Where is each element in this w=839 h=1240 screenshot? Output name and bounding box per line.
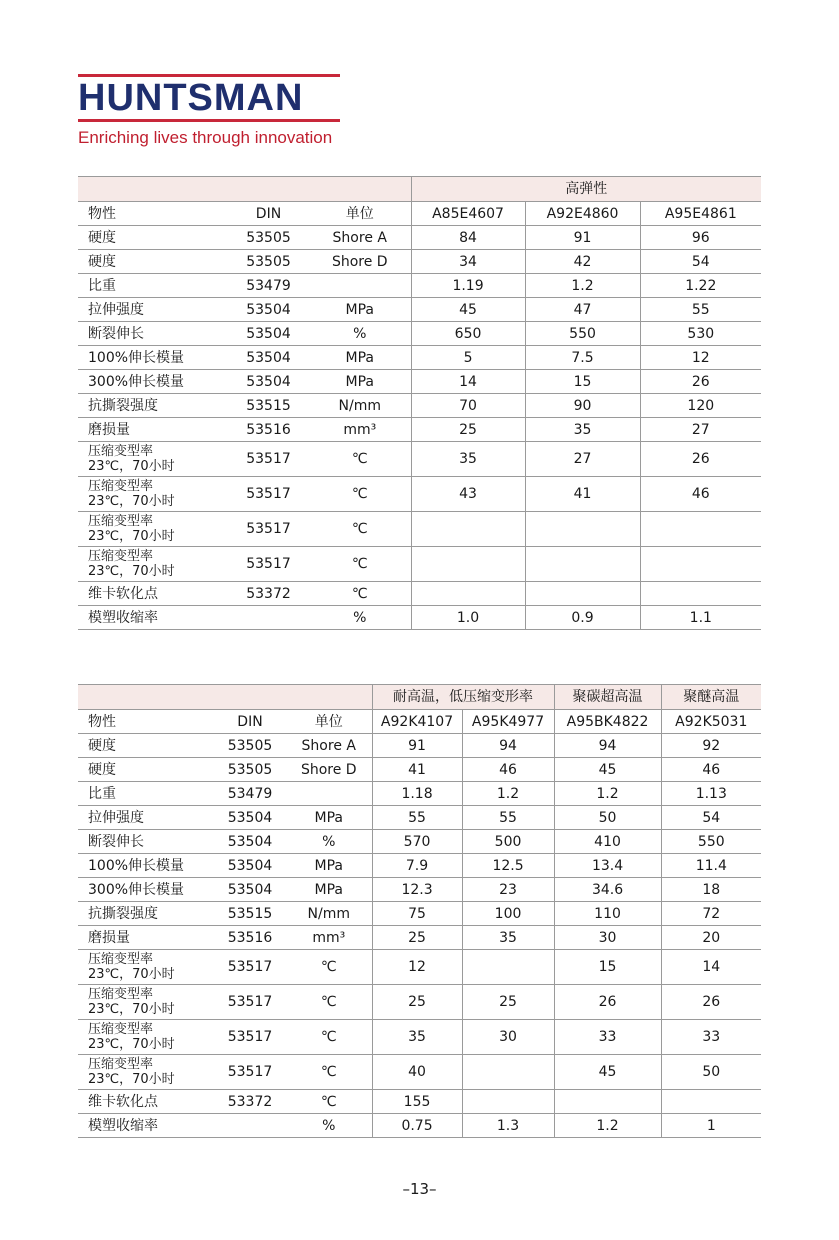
value-cell: 91: [525, 226, 640, 250]
unit-cell: MPa: [286, 854, 372, 878]
value-cell: 27: [525, 442, 640, 477]
value-cell: 7.5: [525, 346, 640, 370]
logo-wordmark: HUNTSMAN: [78, 77, 304, 119]
value-cell: 30: [462, 1020, 554, 1055]
property-name: [78, 1020, 214, 1055]
unit-cell: Shore A: [286, 734, 372, 758]
table-row: [78, 806, 761, 830]
value-cell: [411, 512, 525, 547]
table-row: [78, 1055, 761, 1090]
value-cell: 35: [462, 926, 554, 950]
unit-cell: mm³: [309, 418, 411, 442]
din-cell: [214, 1114, 286, 1138]
value-cell: 550: [661, 830, 761, 854]
value-cell: 15: [554, 950, 661, 985]
value-cell: 25: [372, 926, 462, 950]
din-cell: 53505: [228, 226, 309, 250]
value-cell: 1.2: [525, 274, 640, 298]
value-cell: 11.4: [661, 854, 761, 878]
table-row: [78, 322, 761, 346]
value-cell: 23: [462, 878, 554, 902]
value-cell: 26: [661, 985, 761, 1020]
column-header-row: [78, 202, 761, 226]
unit-cell: ℃: [286, 985, 372, 1020]
din-cell: 53517: [214, 1020, 286, 1055]
column-header: A85E4607: [411, 202, 525, 226]
value-cell: 14: [411, 370, 525, 394]
value-cell: 25: [462, 985, 554, 1020]
column-header: DIN: [214, 710, 286, 734]
din-cell: 53517: [214, 985, 286, 1020]
din-cell: 53505: [228, 250, 309, 274]
group-header: 高弹性: [411, 177, 761, 202]
property-name: 维卡软化点: [78, 582, 228, 606]
din-cell: 53515: [228, 394, 309, 418]
din-cell: 53504: [228, 346, 309, 370]
value-cell: 25: [372, 985, 462, 1020]
value-cell: 75: [372, 902, 462, 926]
unit-cell: ℃: [286, 950, 372, 985]
unit-cell: [286, 782, 372, 806]
column-header: 物性: [78, 202, 228, 226]
value-cell: 33: [661, 1020, 761, 1055]
property-name: 100%伸长模量: [78, 854, 214, 878]
value-cell: 15: [525, 370, 640, 394]
unit-cell: ℃: [286, 1020, 372, 1055]
property-condition-line2: 23℃，70小时: [88, 1002, 175, 1017]
value-cell: 20: [661, 926, 761, 950]
table-row: [78, 734, 761, 758]
value-cell: 46: [462, 758, 554, 782]
table-row: [78, 477, 761, 512]
property-name: [78, 1055, 214, 1090]
din-cell: 53517: [228, 442, 309, 477]
din-cell: 53504: [228, 322, 309, 346]
value-cell: 43: [411, 477, 525, 512]
value-cell: 45: [554, 1055, 661, 1090]
property-name: 硬度: [78, 734, 214, 758]
din-cell: 53479: [228, 274, 309, 298]
property-condition-line2: 23℃，70小时: [88, 1037, 175, 1052]
property-name: 硬度: [78, 250, 228, 274]
group-header-row: [78, 685, 761, 710]
column-header: A95K4977: [462, 710, 554, 734]
value-cell: [554, 1090, 661, 1114]
value-cell: [411, 582, 525, 606]
property-name: 拉伸强度: [78, 298, 228, 322]
din-cell: 53479: [214, 782, 286, 806]
value-cell: 90: [525, 394, 640, 418]
table-row: [78, 1090, 761, 1114]
din-cell: 53504: [214, 806, 286, 830]
unit-cell: Shore A: [309, 226, 411, 250]
column-header: 物性: [78, 710, 214, 734]
din-cell: 53517: [214, 1055, 286, 1090]
value-cell: 500: [462, 830, 554, 854]
table-row: [78, 394, 761, 418]
table-row: [78, 830, 761, 854]
value-cell: 12.3: [372, 878, 462, 902]
property-name: 比重: [78, 274, 228, 298]
value-cell: [462, 1055, 554, 1090]
column-header: A92K4107: [372, 710, 462, 734]
unit-cell: mm³: [286, 926, 372, 950]
value-cell: 155: [372, 1090, 462, 1114]
value-cell: 100: [462, 902, 554, 926]
value-cell: 12: [640, 346, 761, 370]
table-row: [78, 950, 761, 985]
unit-cell: ℃: [286, 1055, 372, 1090]
din-cell: 53505: [214, 734, 286, 758]
group-header: 耐高温，低压缩变形率: [372, 685, 554, 710]
value-cell: 7.9: [372, 854, 462, 878]
value-cell: 30: [554, 926, 661, 950]
value-cell: 96: [640, 226, 761, 250]
unit-cell: ℃: [286, 1090, 372, 1114]
property-name: 抗撕裂强度: [78, 394, 228, 418]
table-row: [78, 418, 761, 442]
din-cell: 53504: [214, 878, 286, 902]
din-cell: 53505: [214, 758, 286, 782]
unit-cell: %: [286, 1114, 372, 1138]
property-condition-line2: 23℃，70小时: [88, 529, 175, 544]
value-cell: 1.2: [462, 782, 554, 806]
property-name: 300%伸长模量: [78, 878, 214, 902]
unit-cell: N/mm: [309, 394, 411, 418]
unit-cell: MPa: [309, 370, 411, 394]
property-name-line1: 压缩变型率: [88, 479, 154, 494]
din-cell: 53517: [214, 950, 286, 985]
din-cell: 53516: [214, 926, 286, 950]
din-cell: 53517: [228, 547, 309, 582]
group-header-row: [78, 177, 761, 202]
value-cell: 18: [661, 878, 761, 902]
value-cell: 50: [661, 1055, 761, 1090]
value-cell: 5: [411, 346, 525, 370]
property-name: [78, 442, 228, 477]
value-cell: 1.2: [554, 1114, 661, 1138]
properties-table-high-temperature: [78, 684, 761, 1138]
value-cell: 0.75: [372, 1114, 462, 1138]
property-name-line1: 压缩变型率: [88, 1022, 154, 1037]
value-cell: 33: [554, 1020, 661, 1055]
property-name: 100%伸长模量: [78, 346, 228, 370]
column-header: A92E4860: [525, 202, 640, 226]
property-name: 模塑收缩率: [78, 1114, 214, 1138]
unit-cell: %: [309, 606, 411, 630]
value-cell: 1.2: [554, 782, 661, 806]
unit-cell: ℃: [309, 547, 411, 582]
value-cell: [525, 547, 640, 582]
value-cell: 35: [411, 442, 525, 477]
value-cell: 54: [661, 806, 761, 830]
value-cell: [661, 1090, 761, 1114]
value-cell: 94: [554, 734, 661, 758]
value-cell: 120: [640, 394, 761, 418]
value-cell: 570: [372, 830, 462, 854]
property-name: 抗撕裂强度: [78, 902, 214, 926]
value-cell: 45: [411, 298, 525, 322]
unit-cell: N/mm: [286, 902, 372, 926]
table-row: [78, 1020, 761, 1055]
value-cell: 550: [525, 322, 640, 346]
unit-cell: MPa: [309, 346, 411, 370]
table-row: [78, 878, 761, 902]
unit-cell: MPa: [309, 298, 411, 322]
din-cell: 53517: [228, 512, 309, 547]
table-row: [78, 370, 761, 394]
value-cell: [462, 950, 554, 985]
unit-cell: MPa: [286, 806, 372, 830]
property-name-line1: 压缩变型率: [88, 549, 154, 564]
column-header: A92K5031: [661, 710, 761, 734]
value-cell: [640, 547, 761, 582]
property-name: 硬度: [78, 758, 214, 782]
unit-cell: Shore D: [309, 250, 411, 274]
value-cell: 26: [640, 442, 761, 477]
property-name: 断裂伸长: [78, 830, 214, 854]
unit-cell: ℃: [309, 477, 411, 512]
table-row: [78, 902, 761, 926]
value-cell: 530: [640, 322, 761, 346]
value-cell: [525, 512, 640, 547]
property-name: 拉伸强度: [78, 806, 214, 830]
value-cell: 91: [372, 734, 462, 758]
value-cell: 40: [372, 1055, 462, 1090]
property-name: [78, 985, 214, 1020]
group-header-empty: [78, 177, 411, 202]
property-condition-line2: 23℃，70小时: [88, 494, 175, 509]
table-row: [78, 547, 761, 582]
value-cell: [640, 512, 761, 547]
property-name: 硬度: [78, 226, 228, 250]
property-name: 维卡软化点: [78, 1090, 214, 1114]
property-name: [78, 477, 228, 512]
properties-table-high-elasticity: [78, 176, 761, 630]
value-cell: 35: [525, 418, 640, 442]
value-cell: 92: [661, 734, 761, 758]
value-cell: 50: [554, 806, 661, 830]
value-cell: 54: [640, 250, 761, 274]
unit-cell: ℃: [309, 512, 411, 547]
unit-cell: [309, 274, 411, 298]
din-cell: 53372: [228, 582, 309, 606]
property-name: 断裂伸长: [78, 322, 228, 346]
value-cell: 55: [462, 806, 554, 830]
property-condition-line2: 23℃，70小时: [88, 1072, 175, 1087]
table-row: [78, 985, 761, 1020]
unit-cell: ℃: [309, 582, 411, 606]
value-cell: 70: [411, 394, 525, 418]
unit-cell: %: [309, 322, 411, 346]
page-number: –13–: [402, 1180, 437, 1198]
value-cell: 110: [554, 902, 661, 926]
value-cell: 1.13: [661, 782, 761, 806]
property-name: 磨损量: [78, 926, 214, 950]
property-name-line1: 压缩变型率: [88, 1057, 154, 1072]
property-name: 300%伸长模量: [78, 370, 228, 394]
value-cell: 1.19: [411, 274, 525, 298]
logo-rule-bottom: [78, 119, 340, 122]
value-cell: [525, 582, 640, 606]
table-row: [78, 1114, 761, 1138]
unit-cell: MPa: [286, 878, 372, 902]
table-row: [78, 582, 761, 606]
value-cell: [640, 582, 761, 606]
table-row: [78, 606, 761, 630]
table-row: [78, 442, 761, 477]
column-header: 单位: [309, 202, 411, 226]
value-cell: 55: [372, 806, 462, 830]
din-cell: 53504: [228, 370, 309, 394]
din-cell: 53504: [214, 854, 286, 878]
property-name: 模塑收缩率: [78, 606, 228, 630]
table-row: [78, 298, 761, 322]
din-cell: 53515: [214, 902, 286, 926]
column-header: 单位: [286, 710, 372, 734]
property-name: [78, 547, 228, 582]
value-cell: 26: [640, 370, 761, 394]
column-header: DIN: [228, 202, 309, 226]
table-row: [78, 274, 761, 298]
property-name: [78, 950, 214, 985]
value-cell: 1.0: [411, 606, 525, 630]
value-cell: 25: [411, 418, 525, 442]
unit-cell: %: [286, 830, 372, 854]
value-cell: 12: [372, 950, 462, 985]
value-cell: 1.18: [372, 782, 462, 806]
value-cell: 0.9: [525, 606, 640, 630]
value-cell: 34: [411, 250, 525, 274]
value-cell: 1.1: [640, 606, 761, 630]
column-header: A95BK4822: [554, 710, 661, 734]
table-row: [78, 854, 761, 878]
table-row: [78, 250, 761, 274]
value-cell: [462, 1090, 554, 1114]
group-header: 聚醚高温: [661, 685, 761, 710]
property-name-line1: 压缩变型率: [88, 952, 154, 967]
value-cell: 1.22: [640, 274, 761, 298]
property-name-line1: 压缩变型率: [88, 987, 154, 1002]
property-condition-line2: 23℃，70小时: [88, 967, 175, 982]
value-cell: 41: [525, 477, 640, 512]
table-row: [78, 512, 761, 547]
value-cell: 34.6: [554, 878, 661, 902]
value-cell: 45: [554, 758, 661, 782]
din-cell: 53517: [228, 477, 309, 512]
value-cell: [411, 547, 525, 582]
value-cell: 55: [640, 298, 761, 322]
value-cell: 46: [640, 477, 761, 512]
value-cell: 41: [372, 758, 462, 782]
table-row: [78, 758, 761, 782]
din-cell: 53516: [228, 418, 309, 442]
huntsman-logo: [78, 74, 340, 122]
value-cell: 42: [525, 250, 640, 274]
value-cell: 26: [554, 985, 661, 1020]
value-cell: 72: [661, 902, 761, 926]
property-condition-line2: 23℃，70小时: [88, 459, 175, 474]
table-row: [78, 926, 761, 950]
column-header-row: [78, 710, 761, 734]
group-header: 聚碳超高温: [554, 685, 661, 710]
property-name: [78, 512, 228, 547]
value-cell: 12.5: [462, 854, 554, 878]
value-cell: 13.4: [554, 854, 661, 878]
unit-cell: ℃: [309, 442, 411, 477]
value-cell: 27: [640, 418, 761, 442]
value-cell: 84: [411, 226, 525, 250]
value-cell: 47: [525, 298, 640, 322]
value-cell: 410: [554, 830, 661, 854]
value-cell: 14: [661, 950, 761, 985]
property-name-line1: 压缩变型率: [88, 444, 154, 459]
table-row: [78, 226, 761, 250]
property-name: 比重: [78, 782, 214, 806]
column-header: A95E4861: [640, 202, 761, 226]
property-name: 磨损量: [78, 418, 228, 442]
table-row: [78, 782, 761, 806]
property-name-line1: 压缩变型率: [88, 514, 154, 529]
din-cell: 53372: [214, 1090, 286, 1114]
din-cell: 53504: [228, 298, 309, 322]
property-condition-line2: 23℃，70小时: [88, 564, 175, 579]
unit-cell: Shore D: [286, 758, 372, 782]
tagline: Enriching lives through innovation: [78, 128, 333, 147]
value-cell: 1: [661, 1114, 761, 1138]
value-cell: 46: [661, 758, 761, 782]
value-cell: 94: [462, 734, 554, 758]
value-cell: 650: [411, 322, 525, 346]
din-cell: 53504: [214, 830, 286, 854]
table-row: [78, 346, 761, 370]
value-cell: 1.3: [462, 1114, 554, 1138]
value-cell: 35: [372, 1020, 462, 1055]
din-cell: [228, 606, 309, 630]
group-header-empty: [78, 685, 372, 710]
